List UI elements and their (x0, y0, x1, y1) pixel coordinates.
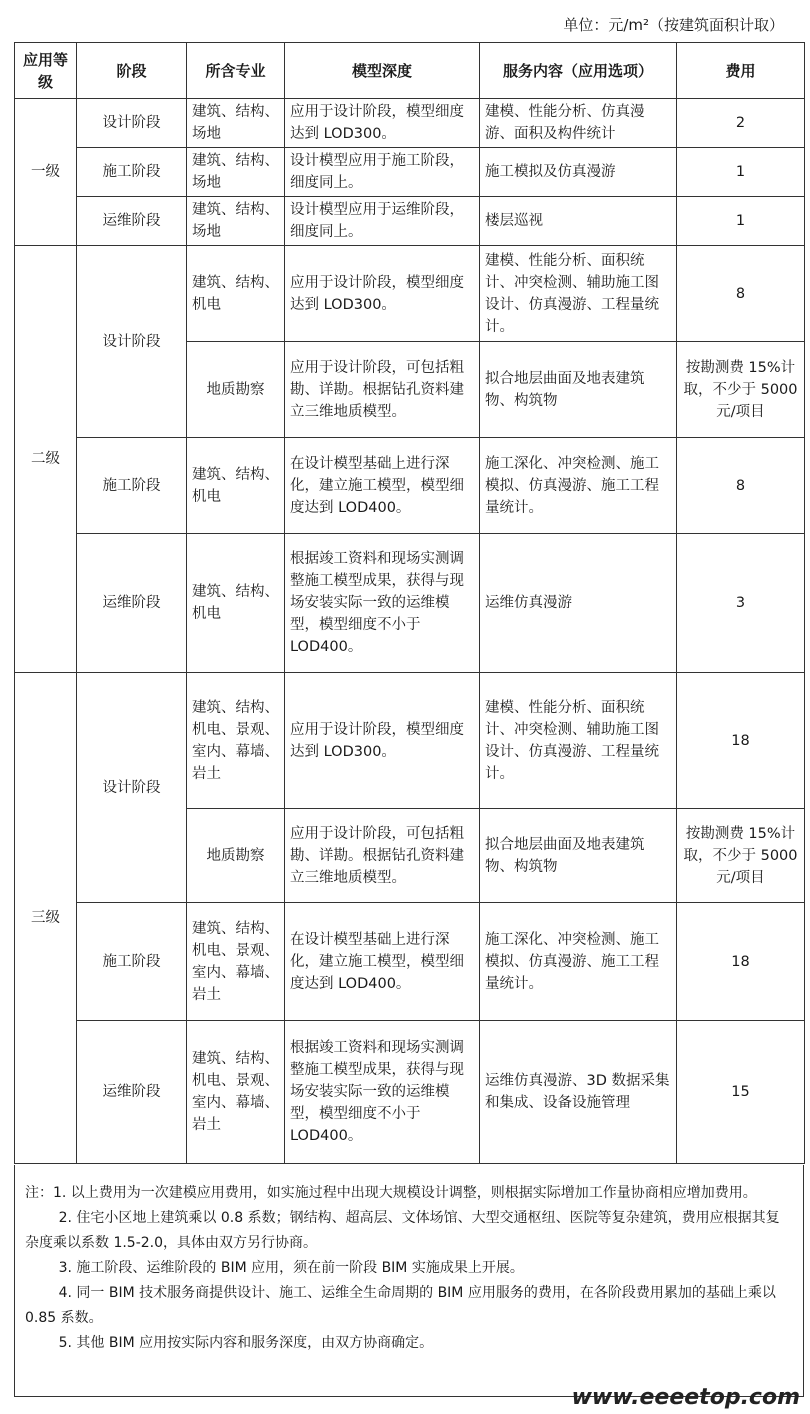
service-cell: 施工模拟及仿真漫游 (480, 148, 677, 197)
stage-cell: 运维阶段 (77, 197, 187, 246)
fee-cell: 8 (677, 246, 805, 342)
table-row (15, 534, 805, 673)
header-level: 应用等级 (15, 43, 77, 99)
fee-cell: 18 (677, 903, 805, 1021)
fee-cell: 1 (677, 148, 805, 197)
service-cell: 施工深化、冲突检测、施工模拟、仿真漫游、施工工程量统计。 (480, 903, 677, 1021)
header-specialty: 所含专业 (187, 43, 285, 99)
fee-cell: 按勘测费 15%计取，不少于 5000 元/项目 (677, 342, 805, 438)
depth-cell: 应用于设计阶段，可包括粗勘、详勘。根据钻孔资料建立三维地质模型。 (285, 809, 480, 903)
header-fee: 费用 (677, 43, 805, 99)
note-item: 2. 住宅小区地上建筑乘以 0.8 系数；钢结构、超高层、文体场馆、大型交通枢纽、医院等复杂建筑，费用应根据其复杂度乘以系数 1.5-2.0，具体由双方另行协商。 (25, 1210, 780, 1251)
stage-cell: 施工阶段 (77, 903, 187, 1021)
service-cell: 拟合地层曲面及地表建筑物、构筑物 (480, 809, 677, 903)
table-row (15, 99, 805, 148)
depth-cell: 应用于设计阶段，可包括粗勘、详勘。根据钻孔资料建立三维地质模型。 (285, 342, 480, 438)
specialty-cell: 地质勘察 (187, 809, 285, 903)
note-item: 5. 其他 BIM 应用按实际内容和服务深度，由双方协商确定。 (58, 1335, 434, 1351)
specialty-cell: 建筑、结构、机电、景观、室内、幕墙、岩土 (187, 673, 285, 809)
table-row (15, 903, 805, 1021)
fee-cell: 18 (677, 673, 805, 809)
stage-cell: 设计阶段 (77, 99, 187, 148)
specialty-cell: 建筑、结构、机电 (187, 438, 285, 534)
header-service: 服务内容（应用选项） (480, 43, 677, 99)
specialty-cell: 建筑、结构、场地 (187, 197, 285, 246)
depth-cell: 设计模型应用于运维阶段，细度同上。 (285, 197, 480, 246)
specialty-cell: 地质勘察 (187, 342, 285, 438)
service-cell: 建模、性能分析、仿真漫游、面积及构件统计 (480, 99, 677, 148)
service-cell: 运维仿真漫游、3D 数据采集和集成、设备设施管理 (480, 1021, 677, 1164)
level-cell: 三级 (15, 673, 77, 1164)
specialty-cell: 建筑、结构、场地 (187, 148, 285, 197)
table-row (15, 673, 805, 809)
depth-cell: 应用于设计阶段，模型细度达到 LOD300。 (285, 99, 480, 148)
service-cell: 运维仿真漫游 (480, 534, 677, 673)
header-stage: 阶段 (77, 43, 187, 99)
note-item: 注：1. 以上费用为一次建模应用费用，如实施过程中出现大规模设计调整，则根据实际增加工作量协商相应增加费用。 (25, 1185, 757, 1201)
fee-cell: 3 (677, 534, 805, 673)
depth-cell: 在设计模型基础上进行深化，建立施工模型，模型细度达到 LOD400。 (285, 438, 480, 534)
note-item: 3. 施工阶段、运维阶段的 BIM 应用，须在前一阶段 BIM 实施成果上开展。 (58, 1260, 524, 1276)
depth-cell: 根据竣工资料和现场实测调整施工模型成果，获得与现场安装实际一致的运维模型，模型细度不小于 LOD400。 (285, 1021, 480, 1164)
specialty-cell: 建筑、结构、机电 (187, 534, 285, 673)
table-row (15, 246, 805, 342)
table-row (15, 438, 805, 534)
depth-cell: 根据竣工资料和现场实测调整施工模型成果，获得与现场安装实际一致的运维模型，模型细度不小于 LOD400。 (285, 534, 480, 673)
service-cell: 楼层巡视 (480, 197, 677, 246)
fee-cell: 1 (677, 197, 805, 246)
service-cell: 拟合地层曲面及地表建筑物、构筑物 (480, 342, 677, 438)
header-row (15, 43, 805, 99)
depth-cell: 应用于设计阶段，模型细度达到 LOD300。 (285, 673, 480, 809)
specialty-cell: 建筑、结构、机电、景观、室内、幕墙、岩土 (187, 903, 285, 1021)
stage-cell: 施工阶段 (77, 148, 187, 197)
table-row (15, 148, 805, 197)
specialty-cell: 建筑、结构、场地 (187, 99, 285, 148)
service-cell: 建模、性能分析、面积统计、冲突检测、辅助施工图设计、仿真漫游、工程量统计。 (480, 673, 677, 809)
stage-cell: 设计阶段 (77, 673, 187, 903)
depth-cell: 设计模型应用于施工阶段，细度同上。 (285, 148, 480, 197)
level-cell: 一级 (15, 99, 77, 246)
specialty-cell: 建筑、结构、机电、景观、室内、幕墙、岩土 (187, 1021, 285, 1164)
note-item: 4. 同一 BIM 技术服务商提供设计、施工、运维全生命周期的 BIM 应用服务的费用，在各阶段费用累加的基础上乘以 0.85 系数。 (25, 1285, 776, 1326)
fee-cell: 按勘测费 15%计取，不少于 5000 元/项目 (677, 809, 805, 903)
service-cell: 施工深化、冲突检测、施工模拟、仿真漫游、施工工程量统计。 (480, 438, 677, 534)
fee-cell: 2 (677, 99, 805, 148)
unit-note: 单位：元/m²（按建筑面积计取） (563, 16, 784, 34)
table-row (15, 197, 805, 246)
level-cell: 二级 (15, 246, 77, 673)
fee-cell: 15 (677, 1021, 805, 1164)
notes-section (14, 1165, 804, 1397)
stage-cell: 施工阶段 (77, 438, 187, 534)
stage-cell: 设计阶段 (77, 246, 187, 438)
table-row (15, 1021, 805, 1164)
depth-cell: 应用于设计阶段，模型细度达到 LOD300。 (285, 246, 480, 342)
header-depth: 模型深度 (285, 43, 480, 99)
service-cell: 建模、性能分析、面积统计、冲突检测、辅助施工图设计、仿真漫游、工程量统计。 (480, 246, 677, 342)
specialty-cell: 建筑、结构、机电 (187, 246, 285, 342)
depth-cell: 在设计模型基础上进行深化，建立施工模型，模型细度达到 LOD400。 (285, 903, 480, 1021)
fee-table (14, 42, 805, 1164)
stage-cell: 运维阶段 (77, 1021, 187, 1164)
fee-cell: 8 (677, 438, 805, 534)
watermark: www.eeeetop.com (571, 1385, 800, 1410)
stage-cell: 运维阶段 (77, 534, 187, 673)
